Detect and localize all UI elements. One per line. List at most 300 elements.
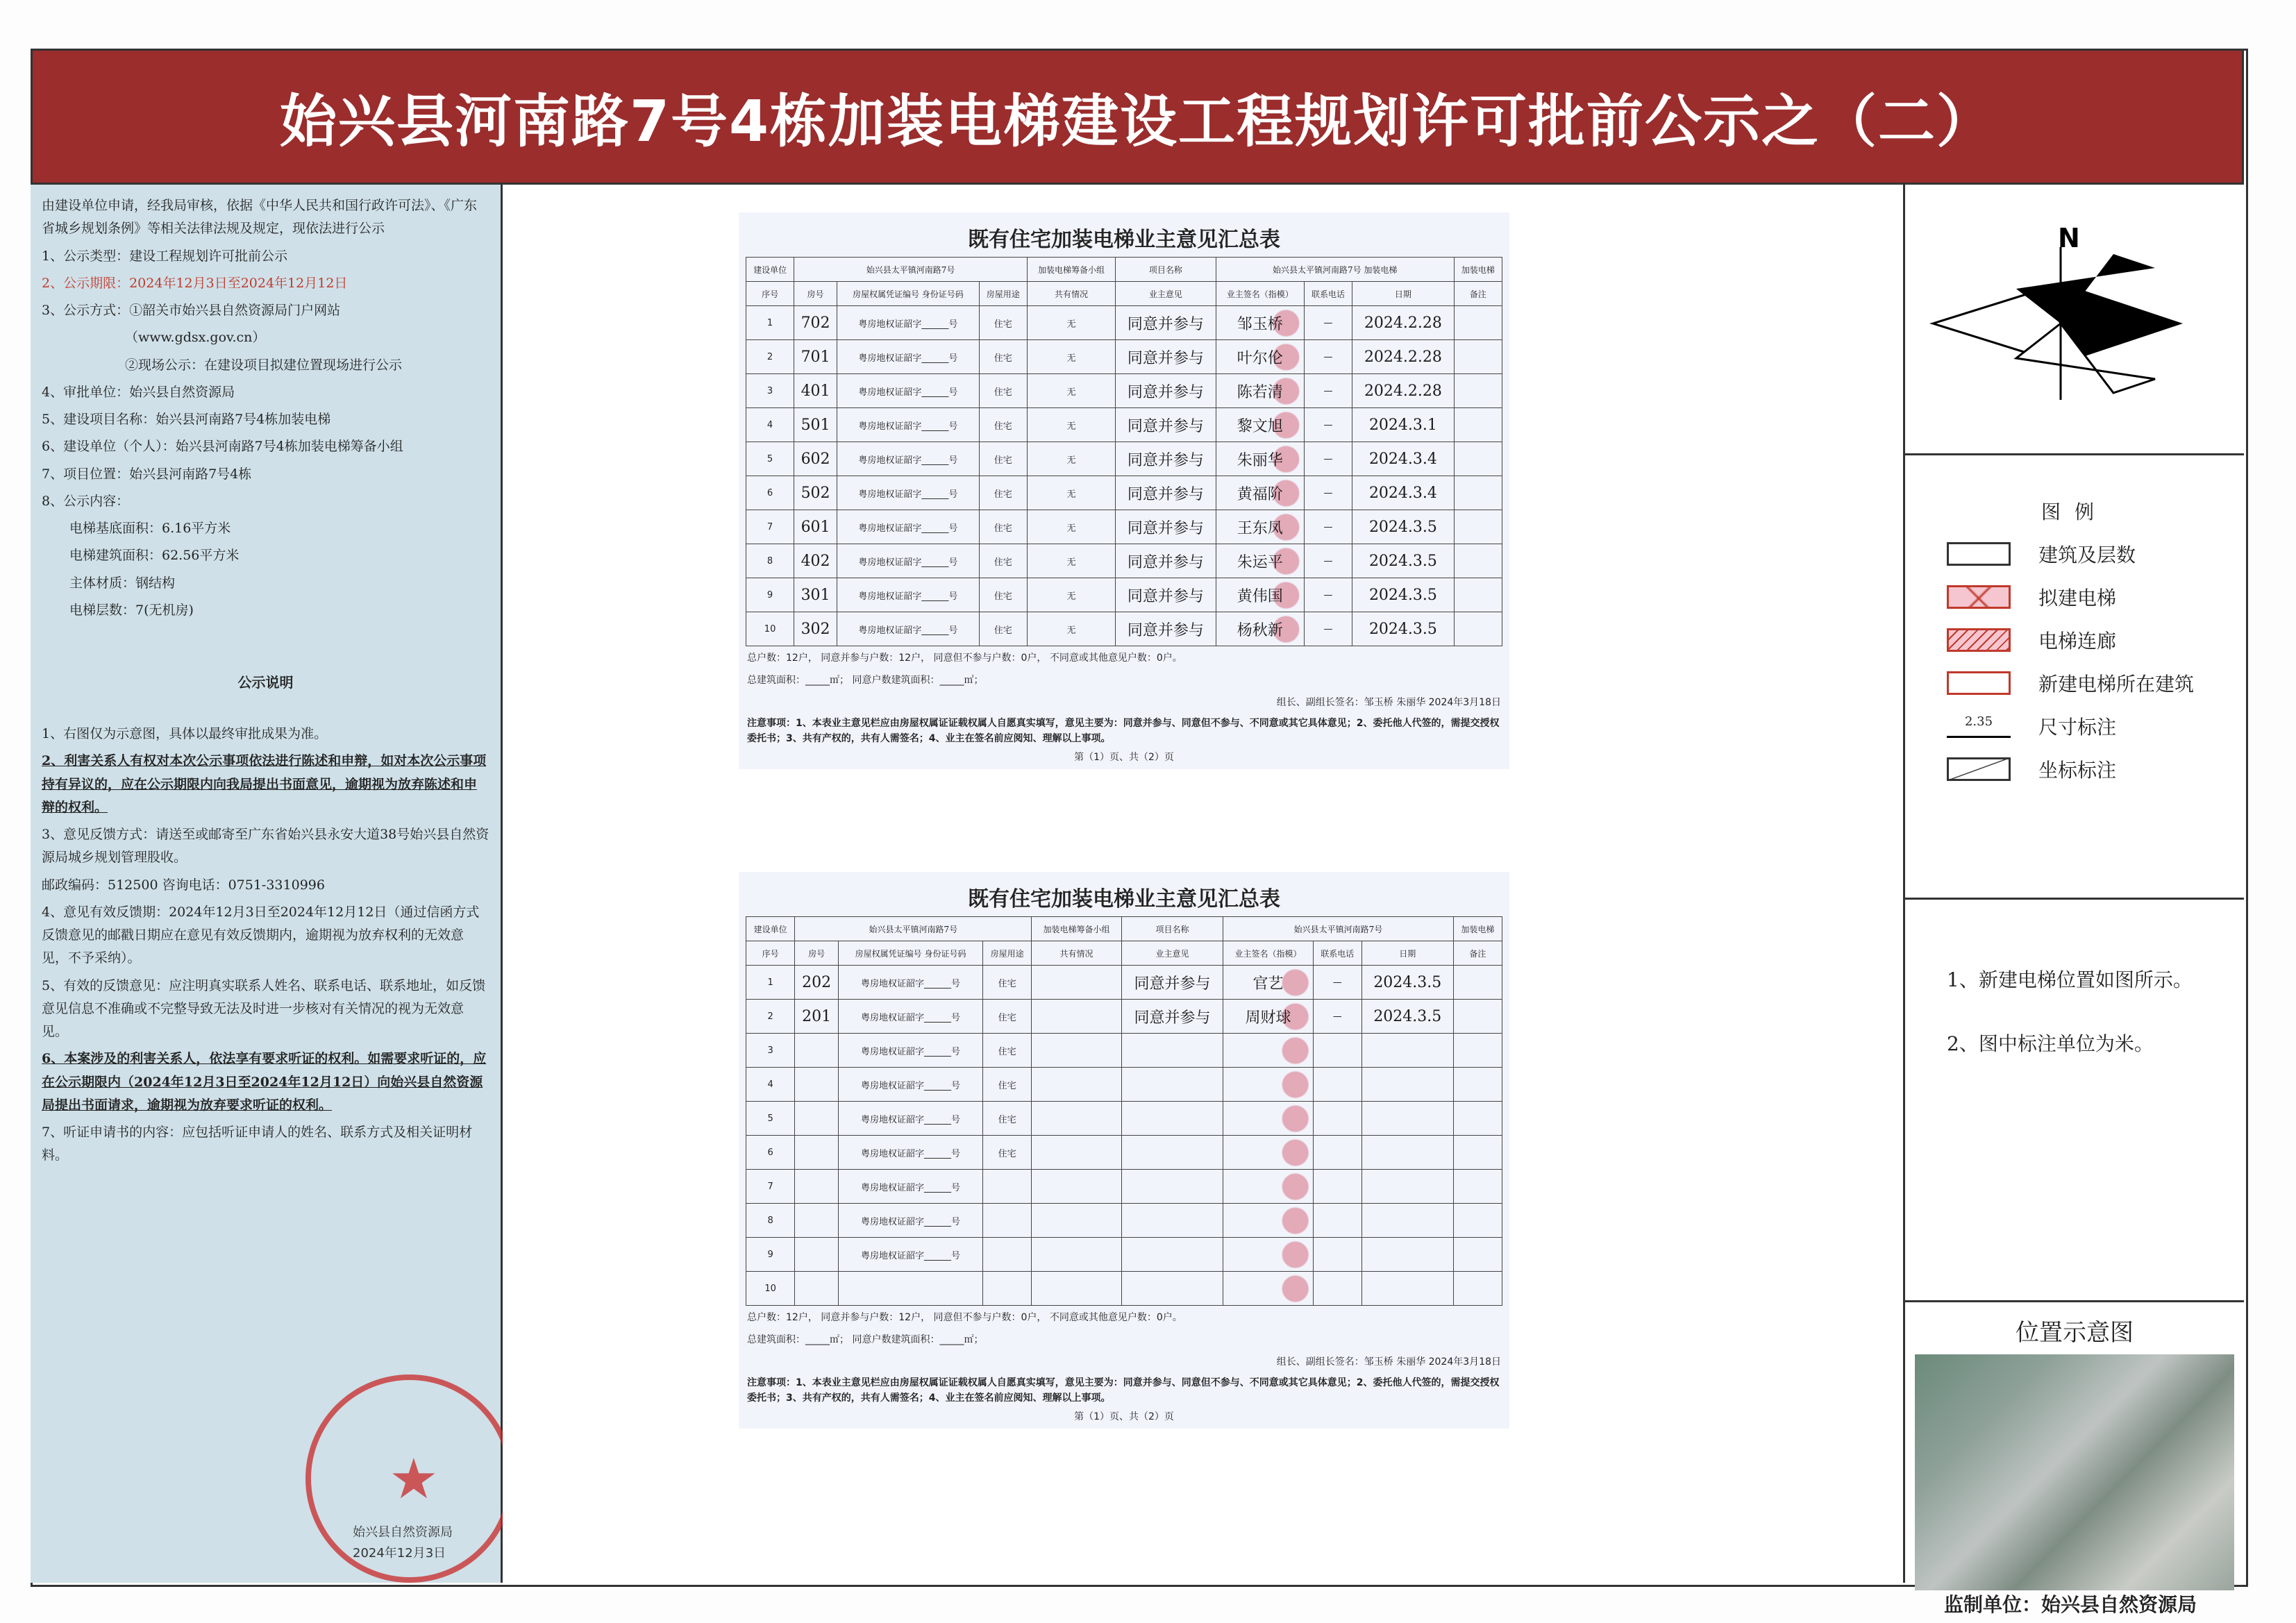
- cell-sign: 陈若清: [1216, 374, 1304, 408]
- cell-no: 2: [746, 1000, 795, 1034]
- announcement-item: 3、公示方式：①韶关市始兴县自然资源局门户网站: [42, 303, 341, 318]
- group-label: 加装电梯筹备小组: [1032, 917, 1121, 941]
- page-title: 始兴县河南路7号4栋加装电梯建设工程规划许可批前公示之（二）: [279, 88, 1995, 155]
- column-header: 共有情况: [1027, 282, 1115, 306]
- announcement-item: 电梯建筑面积：62.56平方米: [69, 548, 240, 564]
- unit-value: 始兴县太平镇河南路7号: [795, 917, 1032, 941]
- cell-opinion: 同意并参与: [1116, 544, 1216, 578]
- cell-sign: [1223, 1136, 1313, 1170]
- cell-phone: [1313, 1136, 1361, 1170]
- cell-cert: 粤房地权证韶字______号: [839, 1034, 983, 1068]
- cell-opinion: 同意并参与: [1116, 442, 1216, 476]
- cell-opinion: [1121, 1238, 1223, 1272]
- north-arrow-icon: [1905, 185, 2244, 453]
- cell-no: 6: [746, 1136, 795, 1170]
- cell-use: 住宅: [979, 612, 1027, 646]
- cell-share: [1032, 1238, 1121, 1272]
- cell-no: 6: [746, 476, 794, 510]
- cell-date: [1361, 1170, 1453, 1204]
- cell-cert: 粤房地权证韶字______号: [837, 408, 979, 442]
- rule-item: 邮政编码：512500 咨询电话：0751-3310996: [42, 877, 325, 893]
- rule-item: 5、有效的反馈意见：应注明真实联系人姓名、联系电话、联系地址，如反馈意见信息不准确或不完整导致无法及时进一步核对有关情况的视为无效意见。: [42, 977, 486, 1039]
- note-1: 1、新建电梯位置如图所示。: [1947, 968, 2193, 991]
- cell-cert: 粤房地权证韶字______号: [839, 1238, 983, 1272]
- location-title: 位置示意图: [2016, 1319, 2134, 1347]
- cell-remark: [1454, 408, 1502, 442]
- table-row: [746, 374, 1502, 408]
- cell-sign: 王东凤: [1216, 510, 1304, 544]
- cell-date: 2024.3.5: [1361, 966, 1453, 1000]
- rules-list: [42, 723, 489, 1168]
- table-header: [746, 282, 1502, 306]
- areas-line: 总建筑面积：_____㎡； 同意户数建筑面积：_____㎡；: [747, 1334, 984, 1345]
- column-header: 业主意见: [1121, 941, 1223, 966]
- cell-use: 住宅: [979, 476, 1027, 510]
- stamp-date: 2024年12月3日: [353, 1546, 446, 1561]
- official-stamp: [305, 1374, 514, 1583]
- cell-room: 402: [794, 544, 837, 578]
- unit-value: 始兴县太平镇河南路7号: [794, 258, 1028, 282]
- announcement-item: ②现场公示：在建设项目拟建位置现场进行公示: [125, 357, 403, 373]
- cell-share: [1032, 1170, 1121, 1204]
- cell-sign: [1223, 1170, 1313, 1204]
- leader-signature: 组长、副组长签名：邹玉桥 朱丽华 2024年3月18日: [1276, 697, 1501, 708]
- cell-remark: [1454, 340, 1502, 374]
- notes: [1905, 900, 2244, 1077]
- cell-remark: [1453, 1136, 1502, 1170]
- cell-use: 住宅: [979, 442, 1027, 476]
- cell-sign: 邹玉桥: [1216, 306, 1304, 340]
- column-header: 房屋用途: [983, 941, 1032, 966]
- opinion-sheet-2: [739, 872, 1509, 1429]
- cell-use: 住宅: [983, 1034, 1032, 1068]
- cell-remark: [1453, 1272, 1502, 1306]
- center-panel: [503, 185, 1905, 1583]
- table-row: [746, 510, 1502, 544]
- cell-phone: —: [1304, 408, 1352, 442]
- cell-opinion: [1121, 1034, 1223, 1068]
- cell-room: [795, 1102, 839, 1136]
- table-row: [746, 1272, 1502, 1306]
- announcement-item: 6、建设单位（个人）：始兴县河南路7号4栋加装电梯筹备小组: [42, 439, 403, 455]
- table-row: [746, 442, 1502, 476]
- cell-sign: [1223, 1238, 1313, 1272]
- star-icon: ★: [389, 1447, 439, 1511]
- cell-room: 202: [795, 966, 839, 1000]
- title-banner: [31, 49, 2244, 185]
- cell-use: 住宅: [979, 306, 1027, 340]
- cell-use: [983, 1272, 1032, 1306]
- cell-no: 4: [746, 408, 794, 442]
- cell-cert: 粤房地权证韶字______号: [839, 1000, 983, 1034]
- cell-use: [983, 1170, 1032, 1204]
- cell-opinion: 同意并参与: [1116, 408, 1216, 442]
- cell-cert: 粤房地权证韶字______号: [839, 966, 983, 1000]
- cell-phone: —: [1304, 442, 1352, 476]
- cell-use: [983, 1204, 1032, 1238]
- cell-use: 住宅: [979, 340, 1027, 374]
- cell-share: [1032, 1068, 1121, 1102]
- table-row: [746, 578, 1502, 612]
- building-icon: [1947, 542, 2011, 566]
- table-row: [746, 408, 1502, 442]
- cell-remark: [1454, 476, 1502, 510]
- cell-phone: —: [1304, 476, 1352, 510]
- cell-use: 住宅: [979, 510, 1027, 544]
- cell-room: 201: [795, 1000, 839, 1034]
- cell-sign: 杨秋新: [1216, 612, 1304, 646]
- legend-elevator: 拟建电梯: [1947, 583, 2244, 611]
- cell-no: 10: [746, 612, 794, 646]
- cell-remark: [1454, 612, 1502, 646]
- cell-date: 2024.2.28: [1352, 374, 1455, 408]
- project-label: 项目名称: [1121, 917, 1223, 941]
- column-header: 联系电话: [1313, 941, 1361, 966]
- cell-date: 2024.3.5: [1352, 510, 1455, 544]
- table-row: [746, 1068, 1502, 1102]
- cell-sign: [1223, 1068, 1313, 1102]
- cell-phone: [1313, 1204, 1361, 1238]
- cell-remark: [1453, 1238, 1502, 1272]
- sheet-title: 既有住宅加装电梯业主意见汇总表: [968, 887, 1280, 911]
- cell-share: [1032, 1272, 1121, 1306]
- cell-sign: 周财球: [1223, 1000, 1313, 1034]
- cell-no: 10: [746, 1272, 795, 1306]
- cell-date: 2024.3.5: [1352, 612, 1455, 646]
- cell-opinion: 同意并参与: [1116, 306, 1216, 340]
- cell-share: 无: [1027, 408, 1115, 442]
- cell-room: 601: [794, 510, 837, 544]
- cell-use: 住宅: [979, 578, 1027, 612]
- corridor-icon: [1947, 628, 2011, 652]
- cell-use: 住宅: [983, 1000, 1032, 1034]
- table-row: [746, 476, 1502, 510]
- table-row: [746, 340, 1502, 374]
- cell-no: 7: [746, 510, 794, 544]
- cell-cert: 粤房地权证韶字______号: [837, 544, 979, 578]
- cell-room: [795, 1238, 839, 1272]
- legend-box: [1905, 455, 2244, 900]
- cell-no: 3: [746, 1034, 795, 1068]
- announcement-item: 电梯基底面积：6.16平方米: [69, 521, 231, 536]
- cell-remark: [1453, 1204, 1502, 1238]
- cell-room: 602: [794, 442, 837, 476]
- cell-use: 住宅: [979, 374, 1027, 408]
- cell-share: 无: [1027, 442, 1115, 476]
- cell-phone: [1313, 1068, 1361, 1102]
- cell-room: 401: [794, 374, 837, 408]
- notes-box: [1905, 900, 2244, 1302]
- cell-remark: [1454, 306, 1502, 340]
- group-label: 加装电梯筹备小组: [1027, 258, 1115, 282]
- cell-opinion: 同意并参与: [1121, 1000, 1223, 1034]
- cell-no: 5: [746, 1102, 795, 1136]
- cell-sign: [1223, 1272, 1313, 1306]
- cell-room: 302: [794, 612, 837, 646]
- cell-phone: —: [1304, 340, 1352, 374]
- cell-sign: 叶尔伦: [1216, 340, 1304, 374]
- cell-date: [1361, 1272, 1453, 1306]
- cell-cert: 粤房地权证韶字______号: [839, 1204, 983, 1238]
- column-header: 房屋权属凭证编号 身份证号码: [837, 282, 979, 306]
- cell-cert: 粤房地权证韶字______号: [837, 578, 979, 612]
- cell-phone: [1313, 1102, 1361, 1136]
- cell-cert: 粤房地权证韶字______号: [837, 510, 979, 544]
- cell-sign: 朱丽华: [1216, 442, 1304, 476]
- elevator-icon: [1947, 585, 2011, 609]
- column-header: 备注: [1453, 941, 1502, 966]
- announcement-item: 7、项目位置：始兴县河南路7号4栋: [42, 466, 252, 482]
- page-number: 第（1）页、共（2）页: [1074, 751, 1174, 763]
- cell-cert: 粤房地权证韶字______号: [837, 340, 979, 374]
- cell-no: 9: [746, 578, 794, 612]
- cell-remark: [1453, 1102, 1502, 1136]
- north-arrow-box: [1905, 185, 2244, 455]
- cell-share: 无: [1027, 544, 1115, 578]
- cell-room: [795, 1034, 839, 1068]
- coordinate-icon: [1947, 757, 2011, 781]
- cell-phone: —: [1304, 578, 1352, 612]
- cell-remark: [1453, 1034, 1502, 1068]
- cell-share: 无: [1027, 374, 1115, 408]
- table-row: [746, 306, 1502, 340]
- table-row: [746, 1034, 1502, 1068]
- cell-opinion: 同意并参与: [1116, 510, 1216, 544]
- project-label: 项目名称: [1116, 258, 1216, 282]
- cell-date: [1361, 1034, 1453, 1068]
- cell-opinion: 同意并参与: [1116, 340, 1216, 374]
- cell-date: [1361, 1136, 1453, 1170]
- cell-no: 7: [746, 1170, 795, 1204]
- cell-cert: 粤房地权证韶字______号: [837, 306, 979, 340]
- opinion-sheet-1: [739, 212, 1509, 769]
- cell-phone: —: [1304, 510, 1352, 544]
- table-row: [746, 966, 1502, 1000]
- cell-date: [1361, 1068, 1453, 1102]
- legend-title: 图例: [2041, 501, 2108, 523]
- cell-use: 住宅: [983, 1136, 1032, 1170]
- cell-opinion: 同意并参与: [1116, 374, 1216, 408]
- cell-date: 2024.3.4: [1352, 476, 1455, 510]
- project-value: 始兴县太平镇河南路7号: [1223, 917, 1453, 941]
- cell-use: 住宅: [979, 544, 1027, 578]
- cell-no: 8: [746, 1204, 795, 1238]
- stamp-org: 始兴县自然资源局: [353, 1525, 453, 1540]
- cell-date: 2024.3.5: [1361, 1000, 1453, 1034]
- cell-no: 4: [746, 1068, 795, 1102]
- column-header: 业主签名（指模）: [1216, 282, 1304, 306]
- notice-text: 注意事项：1、本表业主意见栏应由房屋权属证证载权属人自愿真实填写，意见主要为：同意并参与、同意但不参与、不同意或其它具体意见；2、委托他人代签的，需提交授权委托书；3、共有产权的，共有人需签名；4、业主在签名前应阅知、理解以上事项。: [747, 718, 1500, 745]
- cell-room: [795, 1272, 839, 1306]
- cell-use: 住宅: [983, 1102, 1032, 1136]
- cell-remark: [1453, 966, 1502, 1000]
- rule-item: 7、听证申请书的内容：应包括听证申请人的姓名、联系方式及相关证明材料。: [42, 1125, 473, 1163]
- left-info-panel: [31, 185, 503, 1583]
- cell-date: 2024.3.5: [1352, 578, 1455, 612]
- location-satellite-image: [1915, 1354, 2234, 1590]
- cell-share: [1032, 1034, 1121, 1068]
- note-2: 2、图中标注单位为米。: [1947, 1032, 2154, 1056]
- cell-remark: [1454, 544, 1502, 578]
- cell-share: [1032, 1102, 1121, 1136]
- cell-sign: 黎文旭: [1216, 408, 1304, 442]
- cell-date: 2024.2.28: [1352, 306, 1455, 340]
- cell-no: 9: [746, 1238, 795, 1272]
- cell-phone: —: [1304, 306, 1352, 340]
- cell-cert: 粤房地权证韶字______号: [837, 612, 979, 646]
- cell-phone: —: [1304, 374, 1352, 408]
- cell-use: 住宅: [979, 408, 1027, 442]
- cell-share: [1032, 1000, 1121, 1034]
- cell-date: [1361, 1238, 1453, 1272]
- table-row: [746, 1170, 1502, 1204]
- cell-share: [1032, 1136, 1121, 1170]
- cell-phone: [1313, 1272, 1361, 1306]
- cell-phone: —: [1313, 966, 1361, 1000]
- cell-share: 无: [1027, 476, 1115, 510]
- cell-opinion: [1121, 1272, 1223, 1306]
- cell-cert: 粤房地权证韶字______号: [837, 374, 979, 408]
- rule-item: 4、意见有效反馈期：2024年12月3日至2024年12月12日（通过信函方式反馈意见的邮戳日期应在意见有效反馈期内，逾期视为放弃权利的无效意见，不予采纳）。: [42, 904, 480, 966]
- column-header: 序号: [746, 941, 795, 966]
- legend-new-building: 新建电梯所在建筑: [1947, 669, 2244, 697]
- cell-no: 3: [746, 374, 794, 408]
- cell-opinion: [1121, 1204, 1223, 1238]
- legend-dimension: 2.35 尺寸标注: [1947, 712, 2244, 740]
- cell-sign: 官艺: [1223, 966, 1313, 1000]
- announcement-item: 8、公示内容：: [42, 493, 130, 509]
- supervisor-label: 监制单位：始兴县自然资源局: [1944, 1593, 2197, 1616]
- announcement-item: 1、公示类型：建设工程规划许可批前公示: [42, 248, 288, 264]
- column-header: 业主意见: [1116, 282, 1216, 306]
- announcement-item: 4、审批单位：始兴县自然资源局: [42, 384, 235, 400]
- legend-building: 建筑及层数: [1947, 540, 2244, 568]
- column-header: 共有情况: [1032, 941, 1121, 966]
- table-row: [746, 1000, 1502, 1034]
- cell-share: 无: [1027, 306, 1115, 340]
- column-header: 房屋权属凭证编号 身份证号码: [839, 941, 983, 966]
- cell-room: 502: [794, 476, 837, 510]
- cell-room: [795, 1170, 839, 1204]
- cell-share: [1032, 1204, 1121, 1238]
- unit-label: 建设单位: [746, 258, 794, 282]
- sheet-title: 既有住宅加装电梯业主意见汇总表: [968, 228, 1280, 252]
- column-header: 联系电话: [1304, 282, 1352, 306]
- column-header: 备注: [1454, 282, 1502, 306]
- cell-opinion: 同意并参与: [1116, 612, 1216, 646]
- announcement-item: 5、建设项目名称：始兴县河南路7号4栋加装电梯: [42, 412, 331, 427]
- notice-text: 注意事项：1、本表业主意见栏应由房屋权属证证载权属人自愿真实填写，意见主要为：同意并参与、同意但不参与、不同意或其它具体意见；2、委托他人代签的，需提交授权委托书；3、共有产权的，共有人需签名；4、业主在签名前应阅知、理解以上事项。: [747, 1377, 1500, 1404]
- cell-use: 住宅: [983, 1068, 1032, 1102]
- table-row: [746, 1204, 1502, 1238]
- table-header: [746, 941, 1502, 966]
- column-header: 业主签名（指模）: [1223, 941, 1313, 966]
- cell-date: [1361, 1102, 1453, 1136]
- column-header: 序号: [746, 282, 794, 306]
- legend-coordinate: 坐标标注: [1947, 755, 2244, 783]
- announcement-item: 电梯层数：7(无机房): [69, 602, 194, 618]
- cell-opinion: [1121, 1136, 1223, 1170]
- project-value: 始兴县太平镇河南路7号 加装电梯: [1216, 258, 1454, 282]
- table-row: [746, 544, 1502, 578]
- cell-cert: 粤房地权证韶字______号: [839, 1102, 983, 1136]
- cell-sign: 朱运平: [1216, 544, 1304, 578]
- cell-room: 702: [794, 306, 837, 340]
- cell-sign: 黄福阶: [1216, 476, 1304, 510]
- cell-date: 2024.2.28: [1352, 340, 1455, 374]
- dimension-icon: 2.35: [1947, 714, 2011, 738]
- column-header: 日期: [1352, 282, 1455, 306]
- cell-cert: 粤房地权证韶字______号: [839, 1170, 983, 1204]
- cell-sign: 黄伟国: [1216, 578, 1304, 612]
- cell-phone: [1313, 1034, 1361, 1068]
- cell-room: [795, 1136, 839, 1170]
- table-row: [746, 1238, 1502, 1272]
- cell-no: 5: [746, 442, 794, 476]
- cell-remark: [1454, 578, 1502, 612]
- cell-opinion: 同意并参与: [1116, 578, 1216, 612]
- cell-room: [795, 1204, 839, 1238]
- north-label: N: [2058, 223, 2080, 253]
- unit-label: 建设单位: [746, 917, 795, 941]
- cell-opinion: [1121, 1102, 1223, 1136]
- cell-use: 住宅: [983, 966, 1032, 1000]
- cell-sign: [1223, 1034, 1313, 1068]
- cell-opinion: 同意并参与: [1121, 966, 1223, 1000]
- cell-share: 无: [1027, 612, 1115, 646]
- cell-room: [795, 1068, 839, 1102]
- new-building-icon: [1947, 671, 2011, 695]
- cell-room: 301: [794, 578, 837, 612]
- cell-phone: [1313, 1170, 1361, 1204]
- rule-item: 3、意见反馈方式：请送至或邮寄至广东省始兴县永安大道38号始兴县自然资源局城乡规划管理股收。: [42, 827, 489, 866]
- areas-line: 总建筑面积：_____㎡； 同意户数建筑面积：_____㎡；: [747, 675, 984, 686]
- rule-item: 6、本案涉及的利害关系人，依法享有要求听证的权利。如需要求听证的，应在公示期限内（2024年12月3日至2024年12月12日）向始兴县自然资源局提出书面请求，逾期视为放弃要求听证的权利。: [42, 1051, 487, 1113]
- cell-share: 无: [1027, 340, 1115, 374]
- cell-share: [1032, 966, 1121, 1000]
- right-panel: [1905, 185, 2244, 1583]
- table-row: [746, 1102, 1502, 1136]
- cell-no: 1: [746, 306, 794, 340]
- column-header: 房号: [795, 941, 839, 966]
- page-number: 第（1）页、共（2）页: [1074, 1411, 1174, 1422]
- opinion-table-1: [746, 257, 1502, 646]
- table-row: [746, 1136, 1502, 1170]
- cell-share: 无: [1027, 510, 1115, 544]
- cell-remark: [1453, 1068, 1502, 1102]
- cell-date: [1361, 1204, 1453, 1238]
- cell-opinion: [1121, 1170, 1223, 1204]
- announcement-item: 2、公示期限：2024年12月3日至2024年12月12日: [42, 275, 348, 291]
- opinion-table-2: [746, 916, 1502, 1306]
- section-title: 公示说明: [237, 674, 294, 691]
- intro-text: 由建设单位申请，经我局审核，依据《中华人民共和国行政许可法》、《广东省城乡规划条例》等相关法律法规及规定，现依法进行公示: [42, 198, 478, 237]
- cell-cert: 粤房地权证韶字______号: [837, 442, 979, 476]
- cell-sign: [1223, 1204, 1313, 1238]
- cell-no: 2: [746, 340, 794, 374]
- cell-cert: 粤房地权证韶字______号: [839, 1068, 983, 1102]
- totals-line: 总户数：12户， 同意并参与户数：12户， 同意但不参与户数：0户， 不同意或其他意见户数：0户。: [747, 1312, 1182, 1323]
- cell-no: 8: [746, 544, 794, 578]
- tail-label: 加装电梯: [1453, 917, 1502, 941]
- leader-signature: 组长、副组长签名：邹玉桥 朱丽华 2024年3月18日: [1276, 1356, 1501, 1368]
- cell-remark: [1453, 1000, 1502, 1034]
- column-header: 房号: [794, 282, 837, 306]
- cell-remark: [1453, 1170, 1502, 1204]
- cell-date: 2024.3.5: [1352, 544, 1455, 578]
- column-header: 房屋用途: [979, 282, 1027, 306]
- announcement-items: [42, 245, 489, 623]
